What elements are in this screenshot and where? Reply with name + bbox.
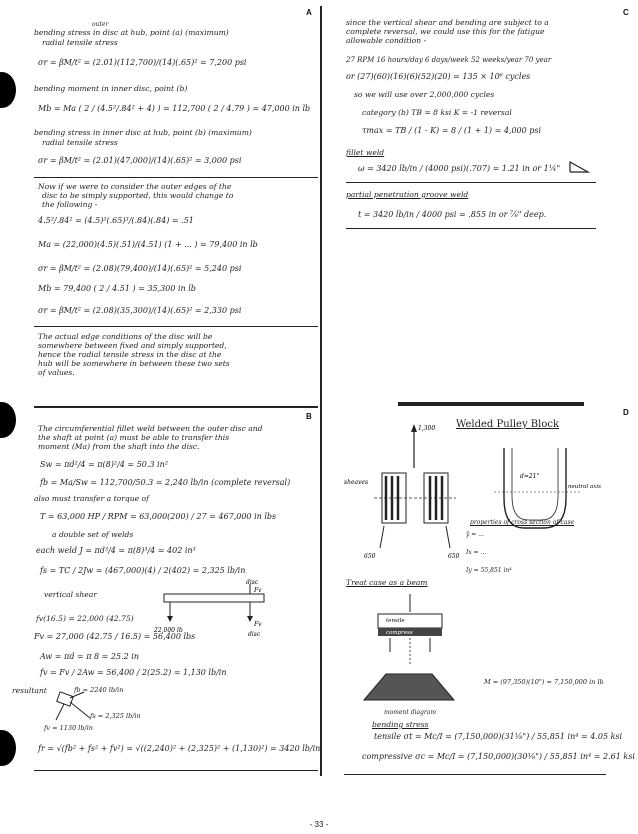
text-line: since the vertical shear and bending are subject to a	[346, 18, 549, 27]
text-line: the following -	[42, 200, 98, 209]
top-load-label: 1,300	[418, 425, 436, 432]
panel-label-d: D	[623, 408, 629, 417]
fv-vector	[56, 704, 64, 720]
right-arrow-head	[247, 616, 253, 622]
equation: ȳ = ...	[466, 531, 484, 538]
text-line: disc to be simply supported, this would change to	[42, 191, 234, 200]
punch-hole	[0, 730, 16, 766]
beam-right-force: Fv	[254, 621, 262, 628]
left-load-label: 650	[364, 553, 376, 560]
equation: Mb = Ma ( 2 / (4.5²/.84² + 4) ) = 112,700 ( 2 / 4.79 ) = 47,000 in lb	[38, 104, 311, 113]
center-divider	[320, 6, 322, 776]
text-line: The circumferential fillet weld between the outer disc and	[38, 424, 263, 433]
heading: partial penetration groove weld	[346, 190, 469, 199]
fs-value: fs = 2,325 lb/in	[90, 712, 141, 720]
punch-hole	[0, 402, 16, 438]
pulley-block-drawing	[344, 418, 601, 568]
panel-d-title: Welded Pulley Block	[456, 419, 560, 430]
panel-label-b: B	[306, 412, 312, 421]
equation: fv = Fv / 2Aw = 56,400 / 2(25.2) = 1,130 lb/in	[40, 668, 227, 677]
divider-cd	[398, 402, 584, 406]
fb-value: fb = 2240 lb/in	[74, 686, 124, 694]
text-line: The actual edge conditions of the disc will be	[38, 332, 213, 341]
panel-label-a: A	[306, 8, 312, 17]
top-arrow-head	[411, 424, 417, 432]
separator	[344, 774, 606, 775]
weld-element	[57, 692, 74, 706]
text-line: of values.	[38, 368, 75, 377]
tensile-label: tensile	[386, 618, 405, 624]
text-line: so we will use over 2,000,000 cycles	[354, 90, 495, 99]
text-line: bending moment in inner disc, point (b)	[34, 84, 188, 93]
text-line: Now if we were to consider the outer edges of the	[38, 182, 232, 191]
equation: Fv = 27,000 (42.75 / 16.5) = 56,400 lbs	[34, 632, 196, 641]
equation: fb = Ma/Sw = 112,700/50.3 = 2,240 lb/in (complete reversal)	[40, 478, 291, 487]
moment-diagram-label: moment diagram	[384, 709, 437, 716]
equation: Mb = 79,400 ( 2 / 4.51 ) = 35,300 in lb	[38, 284, 196, 293]
equation: or (27)(60)(16)(6)(52)(20) = 135 × 10⁶ cycles	[346, 72, 531, 81]
equation: Iy = 55,851 in⁴	[466, 567, 512, 574]
divider-ab	[34, 406, 318, 408]
neutral-axis-label: neutral axis	[568, 484, 601, 490]
equation: tensile σt = Mc/I = (7,150,000)(31⅛") / 55,851 in⁴ = 4.05 ksi	[374, 732, 623, 741]
beam-label: disc	[246, 579, 259, 586]
equation: fv(16.5) = 22,000 (42.75)	[36, 614, 134, 623]
equation: ω = 3420 lb/in / (4000 psi)(.707) = 1.21 in or 1¼"	[358, 164, 561, 173]
text-line: bending stress in disc at hub, point (a) (maximum)	[34, 28, 229, 37]
punch-hole	[0, 72, 16, 108]
panel-label-c: C	[623, 8, 629, 17]
right-support-arrow	[446, 526, 450, 548]
separator	[34, 326, 318, 327]
weld-triangle	[570, 162, 588, 172]
fillet-weld-symbol-icon	[568, 160, 592, 176]
separator	[34, 770, 318, 771]
diameter-label: d=21"	[520, 473, 540, 480]
left-support-arrow	[380, 526, 384, 548]
text-line: also must transfer a torque of	[34, 494, 149, 503]
equation: Sw = πd²/4 = π(8)²/4 = 50.3 in²	[40, 460, 168, 469]
separator	[346, 182, 596, 183]
text-line: somewhere between fixed and simply supported,	[38, 341, 227, 350]
equation: Ix = ...	[466, 549, 487, 556]
text-line: vertical shear	[44, 590, 97, 599]
text-line: a double set of welds	[52, 530, 134, 539]
text-line: the shaft at point (a) must be able to transfer this	[38, 433, 230, 442]
beam-right-label: disc	[248, 631, 261, 638]
text-line: category (b) TB = 8 ksi K = -1 reversal	[362, 108, 512, 117]
equation: 4.5²/.84² = (4.5)²(.65)³/(.84)(.84) = .51	[38, 216, 194, 225]
text-line: radial tensile stress	[42, 38, 118, 47]
equation: fs = TC / 2Jw = (467,000)(4) / 2(402) = 2,325 lb/in	[40, 566, 246, 575]
beam	[164, 594, 264, 602]
text-line: hub will be somewhere in between these two sets	[38, 359, 230, 368]
beam-left-load: 22,000 lb	[154, 627, 183, 634]
equation: fr = √(fb² + fs² + fv²) = √((2,240)² + (2,325)² + (1,130)²) = 3420 lb/in	[38, 744, 321, 753]
left-arrow-head	[167, 616, 173, 622]
heading: bending stress	[372, 720, 429, 729]
heading: Treat case as a beam	[346, 578, 428, 587]
text-line: 27 RPM 16 hours/day 6 days/week 52 weeks/year 70 year	[346, 56, 552, 64]
text-line: radial tensile stress	[42, 138, 118, 147]
equation: compressive σc = Mc/I = (7,150,000)(30⅜") / 55,851 in⁴ = 2.61 ksi	[362, 752, 635, 761]
separator	[346, 228, 596, 229]
equation: σr = βM/t² = (2.08)(35,300)/(14)(.65)² = 2,330 psi	[38, 306, 242, 315]
text-line: allowable condition -	[346, 36, 427, 45]
equation: each weld J = πd³/4 = π(8)³/4 = 402 in³	[36, 546, 196, 555]
moment-label: M = (97,350)(10") = 7,150,000 in lb	[484, 678, 604, 686]
equation: t = 3420 lb/in / 4000 psi = .855 in or ⅞" deep.	[358, 210, 547, 219]
beam-fv: Fv	[254, 587, 262, 594]
case-section-inner	[512, 448, 558, 520]
resultant-label: resultant	[12, 686, 47, 695]
case-beam-drawing	[346, 590, 486, 710]
heading: properties of cross section of case	[470, 519, 575, 526]
text-line: hence the radial tensile stress in the disc at the	[38, 350, 222, 359]
equation: T = 63,000 HP / RPM = 63,000(200) / 27 = 467,000 in lbs	[40, 512, 277, 521]
sheaves-label: sheaves	[344, 479, 369, 486]
compressive-label: compress	[386, 630, 413, 636]
case-section-outline	[504, 448, 566, 528]
text-line: bending stress in inner disc at hub, point (b) (maximum)	[34, 128, 252, 137]
fs-vector	[70, 702, 90, 718]
equation: Aw = πd = π 8 = 25.2 in	[40, 652, 139, 661]
equation: σr = βM/t² = (2.01)(47,000)/(14)(.65)² = 3,000 psi	[38, 156, 242, 165]
text-line: moment (Ma) from the shaft into the disc.	[38, 442, 200, 451]
text-line: complete reversal, we could use this for the fatigue	[346, 27, 545, 36]
heading: fillet weld	[346, 148, 385, 157]
equation: Ma = (22,000)(4.5)(.51)/(4.51) (1 + ... ) = 79,400 in lb	[38, 240, 258, 249]
right-load-label: 650	[448, 553, 460, 560]
page-number: - 33 -	[309, 820, 329, 829]
separator	[34, 177, 318, 178]
equation: σr = βM/t² = (2.08)(79,400)/(14)(.65)² = 5,240 psi	[38, 264, 242, 273]
fv-value: fv = 1130 lb/in	[44, 724, 93, 732]
moment-diagram-shape	[364, 674, 454, 700]
note: outer	[92, 21, 109, 28]
equation: τmax = TB / (1 - K) = 8 / (1 + 1) = 4,000 psi	[362, 126, 542, 135]
equation: σr = βM/t² = (2.01)(112,700)/(14)(.65)² = 7,200 psi	[38, 58, 247, 67]
